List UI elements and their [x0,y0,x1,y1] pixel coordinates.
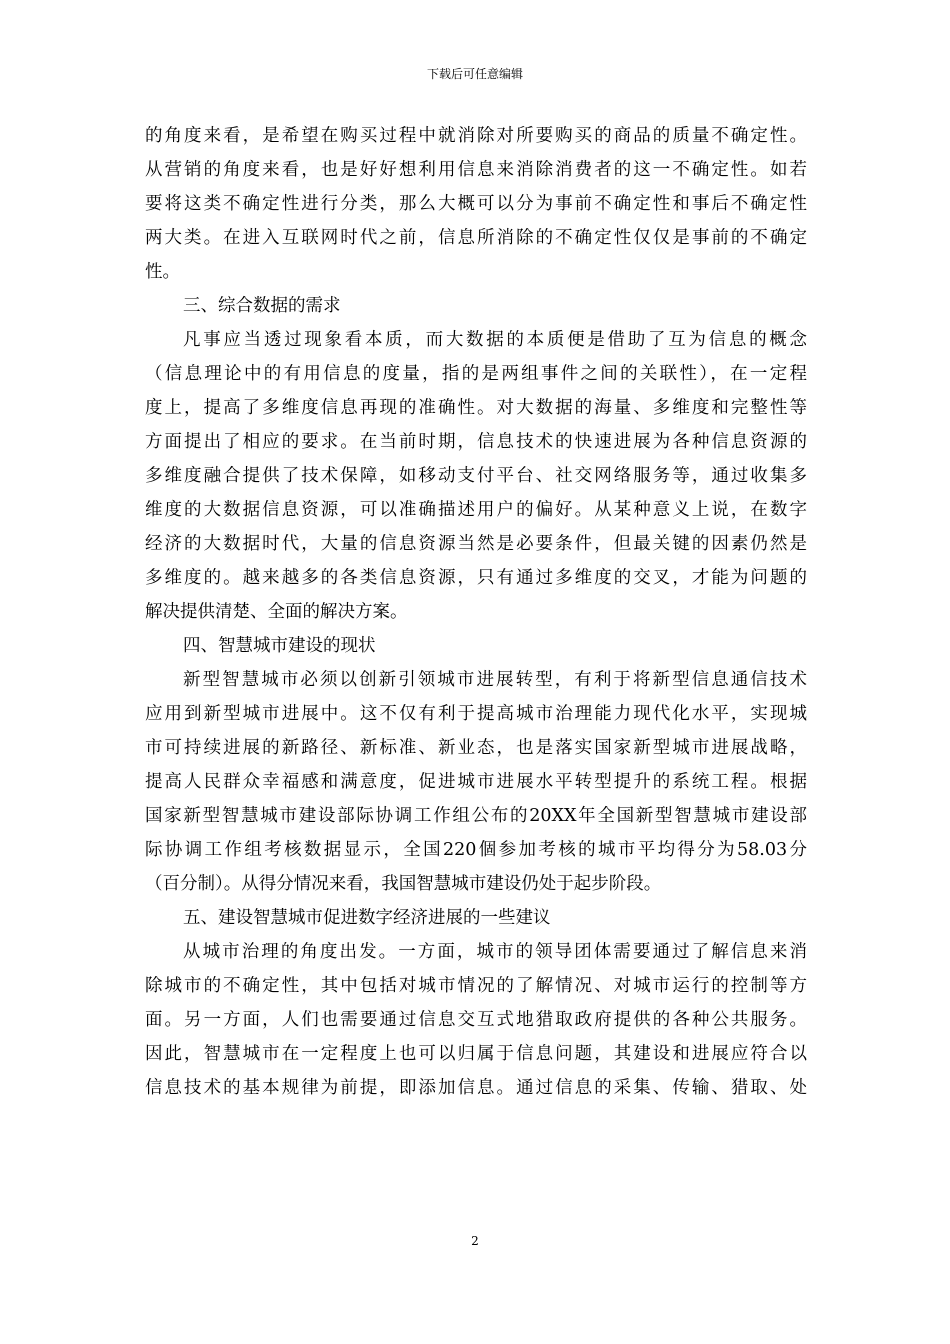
body-line: 度上，提高了多维度信息再现的准确性。对大数据的海量、多维度和完整性等 [145,398,807,418]
body-line: （信息理论中的有用信息的度量，指的是两组事件之间的关联性），在一定程 [145,364,807,384]
body-line: 解决提供清楚、全面的解决方案。 [145,602,408,622]
body-line: 经济的大数据时代，大量的信息资源当然是必要条件，但最关键的因素仍然是 [145,534,807,554]
body-line: 维度的大数据信息资源，可以准确描述用户的偏好。从某种意义上说，在数字 [145,500,807,520]
body-line: 方面提出了相应的要求。在当前时期，信息技术的快速进展为各种信息资源的 [145,432,807,452]
body-line: 新型智慧城市必须以创新引领城市进展转型，有利于将新型信息通信技术 [183,670,807,690]
body-line: 应用到新型城市进展中。这不仅有利于提高城市治理能力现代化水平，实现城 [145,704,807,724]
document-body [145,119,807,1105]
body-line: 多维度融合提供了技术保障，如移动支付平台、社交网络服务等，通过收集多 [145,466,807,486]
body-line: 要将这类不确定性进行分类，那么大概可以分为事前不确定性和事后不确定性 [145,194,807,214]
body-line: 提高人民群众幸福感和满意度，促进城市进展水平转型提升的系统工程。根据 [145,772,807,792]
body-line: 两大类。在进入互联网时代之前，信息所消除的不确定性仅仅是事前的不确定 [145,228,807,248]
body-line: 凡事应当透过现象看本质，而大数据的本质便是借助了互为信息的概念 [183,330,807,350]
page-header: 下载后可任意编辑 [426,67,523,81]
page-number: 2 [471,1234,479,1248]
body-line: 面。另一方面，人们也需要通过信息交互式地猎取政府提供的各种公共服务。 [145,1010,807,1030]
body-line: 除城市的不确定性，其中包括对城市情况的了解情况、对城市运行的控制等方 [145,976,807,996]
section-heading: 三、综合数据的需求 [183,296,341,316]
body-line: 信息技术的基本规律为前提，即添加信息。通过信息的采集、传输、猎取、处 [145,1078,807,1098]
body-line: 从营销的角度来看，也是好好想利用信息来消除消费者的这一不确定性。如若 [145,160,807,180]
body-line: 多维度的。越来越多的各类信息资源，只有通过多维度的交叉，才能为问题的 [145,568,807,588]
section-heading: 五、建设智慧城市促进数字经济进展的一些建议 [183,908,551,928]
body-line: 际协调工作组考核数据显示，全国220個参加考核的城市平均得分为58.03分 [145,840,807,860]
body-line: 性。 [145,262,180,282]
body-line: 市可持续进展的新路径、新标准、新业态，也是落实国家新型城市进展战略， [145,738,807,758]
section-heading: 四、智慧城市建设的现状 [183,636,376,656]
body-line: 因此，智慧城市在一定程度上也可以归属于信息问题，其建设和进展应符合以 [145,1044,807,1064]
body-line: 国家新型智慧城市建设部际协调工作组公布的20XX年全国新型智慧城市建设部 [145,806,807,826]
body-line: 的角度来看，是希望在购买过程中就消除对所要购买的商品的质量不确定性。 [145,126,807,146]
body-line: 从城市治理的角度出发。一方面，城市的领导团体需要通过了解信息来消 [183,942,807,962]
body-line: （百分制）。从得分情况来看，我国智慧城市建设仍处于起步阶段。 [145,874,662,894]
